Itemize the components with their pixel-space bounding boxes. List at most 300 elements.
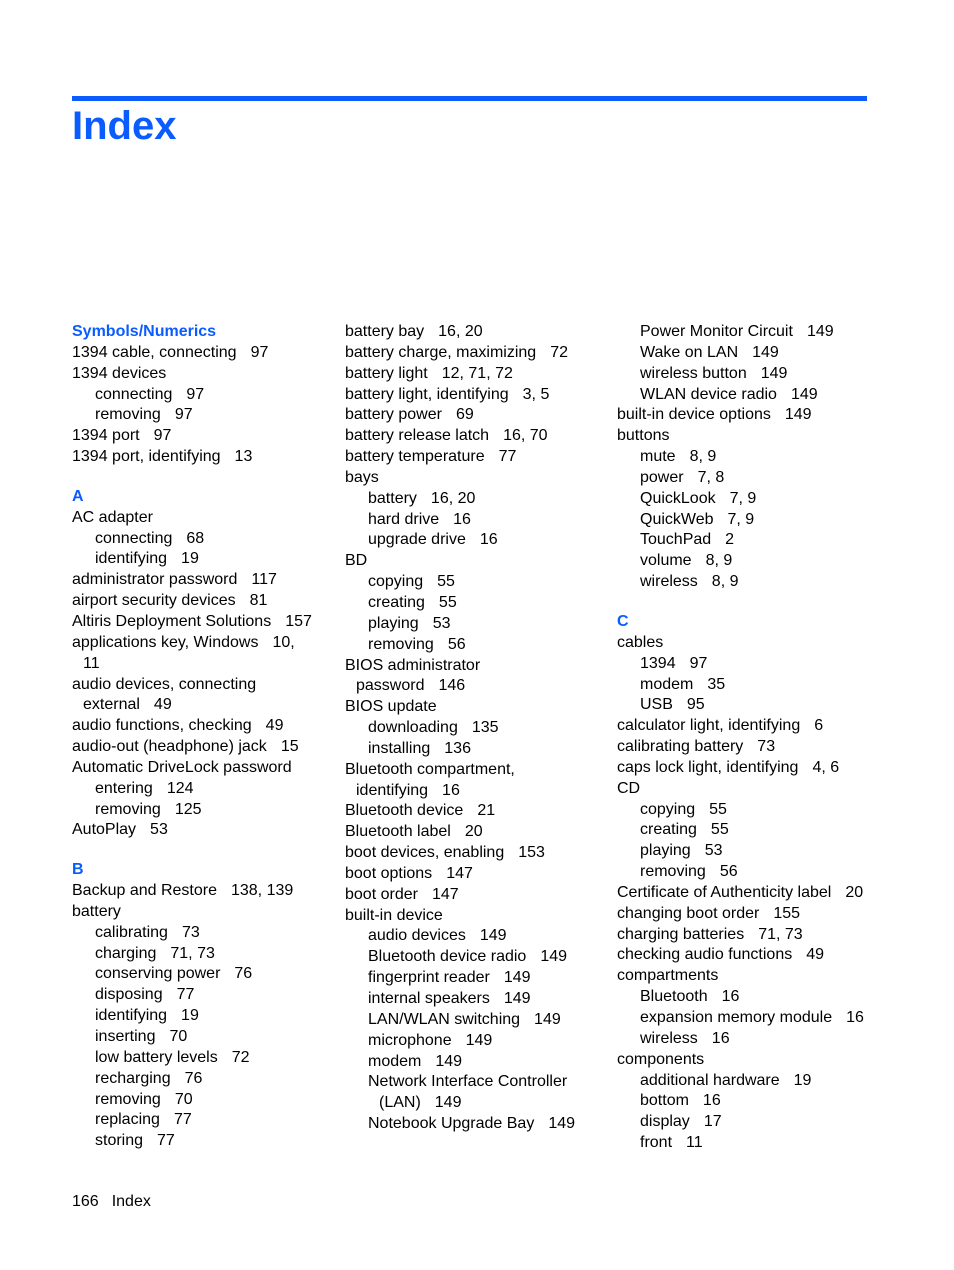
index-subentry [617, 447, 879, 468]
index-term: creating [640, 821, 697, 839]
index-term: Bluetooth [640, 988, 708, 1006]
index-term: changing boot order [617, 904, 760, 922]
index-pages: 10, [272, 633, 295, 651]
index-term: calibrating [95, 923, 168, 941]
index-term: Wake on LAN [640, 343, 739, 361]
index-pages: 21 [477, 802, 496, 820]
index-subentry [345, 739, 607, 760]
index-term: AC adapter [72, 508, 153, 526]
index-term: boot options [345, 864, 433, 882]
index-pages: 55 [437, 573, 455, 591]
index-entry [345, 843, 607, 864]
index-entry [617, 633, 879, 654]
index-entry [617, 925, 879, 946]
index-term: battery bay [345, 323, 425, 340]
page-title: Index [72, 104, 177, 148]
index-term: boot devices, enabling [345, 844, 505, 862]
index-term: removing [95, 406, 161, 424]
index-term: downloading [368, 719, 458, 737]
index-term: conserving power [95, 965, 221, 983]
index-pages: 81 [249, 592, 268, 610]
index-pages: 76 [184, 1069, 203, 1087]
index-pages: 157 [285, 612, 312, 630]
index-pages: 70 [174, 1090, 193, 1108]
index-subentry [617, 489, 879, 510]
index-term: wireless [640, 573, 698, 591]
index-entry [345, 322, 607, 343]
index-subentry [345, 635, 607, 656]
index-entry [345, 822, 607, 843]
index-pages: 72 [550, 343, 568, 361]
index-entry [72, 508, 334, 529]
index-subentry [72, 405, 334, 426]
index-term: battery light, identifying [345, 385, 509, 403]
index-subentry [617, 841, 879, 862]
index-term: installing [368, 739, 431, 757]
index-term: 1394 port [72, 427, 140, 445]
index-term: battery [72, 902, 121, 920]
index-entry [345, 343, 607, 364]
index-subentry [617, 1071, 879, 1092]
index-pages: 8, 9 [705, 552, 733, 570]
index-entry [617, 405, 879, 426]
index-subentry [617, 530, 879, 551]
index-pages: 53 [432, 614, 451, 632]
index-pages: 97 [153, 427, 172, 445]
index-entry [617, 716, 879, 737]
index-term: BIOS update [345, 698, 437, 716]
index-term: modem [368, 1052, 422, 1070]
index-pages: 15 [280, 738, 299, 756]
index-subentry [345, 489, 607, 510]
index-subentry [617, 695, 879, 716]
index-pages: 149 [790, 385, 818, 403]
index-term: entering [95, 779, 153, 797]
index-term: front [640, 1134, 673, 1152]
index-term: recharging [95, 1069, 171, 1087]
index-entry [72, 570, 334, 591]
index-pages: 20 [845, 883, 864, 901]
index-subentry [617, 1133, 879, 1154]
index-entry [345, 885, 607, 906]
index-subentry [72, 923, 334, 944]
index-subentry [72, 800, 334, 821]
index-subentry [72, 985, 334, 1006]
index-pages: 8, 9 [711, 573, 739, 591]
index-term: audio-out (headphone) jack [72, 738, 267, 756]
index-term: charging batteries [617, 925, 745, 943]
index-column-3 [617, 322, 879, 1154]
index-term: BIOS administrator [345, 656, 481, 674]
index-pages: 149 [503, 969, 531, 987]
index-pages: 16, 20 [438, 323, 483, 340]
index-term: WLAN device radio [640, 385, 777, 403]
index-entry [72, 654, 334, 675]
index-entry [72, 737, 334, 758]
index-pages: 149 [465, 1031, 493, 1049]
index-entry [72, 758, 334, 779]
index-subentry [345, 968, 607, 989]
index-term: identifying [356, 781, 429, 799]
index-pages: 97 [689, 654, 708, 672]
index-term: password [356, 677, 425, 695]
index-pages: 72 [231, 1048, 250, 1066]
index-term: battery release latch [345, 427, 490, 445]
index-pages: 49 [153, 696, 172, 714]
index-pages: 97 [186, 385, 205, 403]
index-term: playing [368, 614, 419, 632]
index-term: wireless [640, 1029, 698, 1047]
index-pages: 55 [438, 593, 457, 611]
index-entry [345, 801, 607, 822]
index-subentry [72, 944, 334, 965]
index-pages: 16 [453, 510, 471, 528]
footer-page-number: 166 [72, 1193, 99, 1210]
index-entry [345, 697, 607, 718]
index-entry [617, 737, 879, 758]
index-pages: 16 [442, 781, 460, 799]
index-pages: 73 [181, 923, 200, 941]
index-term: replacing [95, 1111, 160, 1129]
index-entry [72, 881, 334, 902]
index-subentry [72, 1006, 334, 1027]
index-term: identifying [95, 1007, 168, 1025]
index-pages: 77 [498, 448, 517, 466]
index-term: QuickWeb [640, 510, 714, 528]
index-subentry [72, 549, 334, 570]
index-subentry [617, 675, 879, 696]
index-pages: 53 [150, 821, 168, 839]
index-term: checking audio functions [617, 946, 793, 964]
index-entry [72, 716, 334, 737]
index-term: cables [617, 633, 664, 651]
index-pages: 149 [548, 1115, 576, 1133]
index-term: modem [640, 675, 694, 693]
index-term: CD [617, 779, 641, 797]
index-entry [617, 883, 879, 904]
index-pages: 4, 6 [812, 758, 840, 776]
index-term: charging [95, 944, 157, 962]
index-term: additional hardware [640, 1071, 780, 1089]
index-subentry [345, 510, 607, 531]
index-pages: 77 [173, 1111, 192, 1129]
index-term: connecting [95, 385, 173, 403]
index-term: battery [368, 489, 417, 507]
index-term: display [640, 1113, 690, 1131]
index-entry [72, 820, 334, 841]
index-term: 1394 [640, 654, 676, 672]
index-pages: 147 [446, 864, 473, 882]
index-entry [345, 426, 607, 447]
index-term: low battery levels [95, 1048, 218, 1066]
index-subentry [345, 572, 607, 593]
index-subentry [345, 1031, 607, 1052]
index-pages: 19 [181, 550, 199, 568]
index-pages: 149 [760, 364, 788, 382]
index-pages: 11 [83, 654, 100, 672]
index-subentry [72, 779, 334, 800]
index-subentry [617, 385, 879, 406]
index-pages: 149 [806, 323, 834, 340]
section-gap [617, 593, 879, 612]
index-pages: 6 [814, 717, 824, 735]
index-term: upgrade drive [368, 531, 466, 549]
index-pages: 71, 73 [758, 925, 803, 943]
index-entry [72, 591, 334, 612]
index-subentry [617, 1029, 879, 1050]
index-pages: 149 [540, 948, 568, 966]
index-subentry [72, 964, 334, 985]
index-subentry [345, 1072, 607, 1093]
index-term: battery charge, maximizing [345, 343, 537, 361]
index-term: storing [95, 1132, 144, 1150]
index-subentry [617, 1112, 879, 1133]
index-pages: 97 [174, 406, 193, 424]
index-pages: 149 [534, 1010, 561, 1028]
section-gap [72, 468, 334, 487]
index-pages: 7, 8 [697, 468, 725, 486]
index-pages: 13 [234, 448, 253, 466]
index-pages: 8, 9 [689, 448, 717, 466]
index-entry [345, 447, 607, 468]
index-pages: 146 [438, 677, 466, 695]
index-pages: 68 [186, 529, 205, 547]
index-term: audio devices, connecting [72, 675, 257, 693]
index-pages: 149 [435, 1052, 463, 1070]
index-term: Altiris Deployment Solutions [72, 612, 272, 630]
index-entry [345, 468, 607, 489]
index-term: hard drive [368, 510, 440, 528]
index-pages: 153 [518, 844, 545, 862]
index-entry [345, 676, 607, 697]
index-entry [72, 612, 334, 633]
index-pages: 149 [503, 990, 531, 1007]
index-term: removing [640, 863, 706, 881]
index-term: administrator password [72, 571, 238, 589]
index-subentry [72, 1090, 334, 1111]
index-pages: 16, 20 [430, 489, 476, 507]
index-pages: 95 [686, 696, 705, 714]
index-column-2 [345, 322, 607, 1135]
index-pages: 19 [181, 1007, 199, 1025]
index-pages: 53 [704, 842, 723, 860]
index-pages: 16, 70 [503, 427, 548, 445]
index-term: power [640, 468, 684, 486]
index-pages: 56 [447, 635, 466, 653]
index-term: bays [345, 468, 379, 486]
index-term: mute [640, 448, 676, 466]
index-subentry [617, 364, 879, 385]
index-entry [345, 551, 607, 572]
index-subentry [72, 529, 334, 550]
index-subentry [345, 530, 607, 551]
index-term: copying [640, 800, 696, 818]
index-pages: 149 [434, 1094, 462, 1112]
index-subentry [345, 989, 607, 1010]
index-term: AutoPlay [72, 821, 137, 839]
index-pages: 71, 73 [170, 944, 215, 962]
index-pages: 49 [265, 717, 284, 735]
index-term: BD [345, 552, 368, 570]
index-term: TouchPad [640, 531, 712, 549]
index-pages: 135 [471, 719, 499, 737]
index-term: audio devices [368, 927, 466, 945]
index-pages: 2 [725, 531, 735, 549]
section-heading: C [617, 612, 629, 630]
index-entry [617, 904, 879, 925]
index-term: built-in device [345, 906, 443, 924]
index-entry [345, 864, 607, 885]
index-term: creating [368, 593, 425, 611]
index-subentry [72, 1069, 334, 1090]
index-pages: 76 [234, 965, 253, 983]
index-entry [345, 385, 607, 406]
index-term: 1394 port, identifying [72, 448, 221, 466]
index-term: compartments [617, 967, 719, 985]
index-entry [345, 906, 607, 927]
index-subentry [72, 1027, 334, 1048]
index-entry [617, 1050, 879, 1071]
index-entry [617, 758, 879, 779]
index-pages: 7, 9 [727, 510, 755, 528]
index-entry [72, 426, 334, 447]
index-subentry [345, 947, 607, 968]
index-term: battery light [345, 364, 428, 382]
index-entry [345, 781, 607, 802]
index-term: Backup and Restore [72, 882, 217, 900]
index-subentry [617, 468, 879, 489]
index-pages: 16 [721, 988, 740, 1006]
index-term: external [83, 696, 140, 714]
index-term: Certificate of Authenticity label [617, 883, 832, 901]
index-term: internal speakers [368, 990, 490, 1007]
section-heading: Symbols/Numerics [72, 323, 217, 340]
index-subentry [617, 572, 879, 593]
index-term: removing [95, 1090, 161, 1108]
index-entry [72, 364, 334, 385]
index-subentry [72, 1131, 334, 1152]
index-term: battery temperature [345, 448, 485, 466]
index-term: USB [640, 696, 673, 714]
index-pages: 16 [479, 531, 498, 549]
index-pages: 49 [806, 946, 825, 964]
index-subentry [72, 1110, 334, 1131]
index-term: audio functions, checking [72, 717, 252, 735]
index-pages: 20 [464, 823, 483, 841]
index-subentry [72, 385, 334, 406]
index-pages: 155 [773, 904, 801, 922]
index-pages: 16 [846, 1009, 864, 1026]
index-pages: 138, 139 [230, 882, 294, 900]
index-entry [345, 760, 607, 781]
index-pages: 55 [710, 821, 729, 839]
index-subentry [345, 718, 607, 739]
section-heading: A [72, 487, 84, 505]
index-subentry [617, 551, 879, 572]
index-pages: 17 [703, 1113, 722, 1131]
index-subentry [617, 800, 879, 821]
index-term: (LAN) [379, 1094, 421, 1112]
index-term: Bluetooth label [345, 823, 451, 841]
index-pages: 149 [752, 343, 779, 361]
index-entry [72, 343, 334, 364]
index-subentry [617, 343, 879, 364]
index-entry [72, 447, 334, 468]
index-subentry [617, 654, 879, 675]
index-pages: 147 [431, 885, 459, 903]
index-pages: 12, 71, 72 [441, 364, 513, 382]
index-subentry [345, 1052, 607, 1073]
index-term: expansion memory module [640, 1009, 833, 1026]
index-entry [617, 945, 879, 966]
index-pages: 3, 5 [522, 385, 550, 403]
index-entry [72, 675, 334, 696]
index-term: components [617, 1050, 705, 1068]
index-term: disposing [95, 986, 163, 1004]
index-entry [345, 656, 607, 677]
index-pages: 70 [169, 1028, 188, 1045]
section-heading: B [72, 861, 84, 879]
index-entry [345, 364, 607, 385]
index-subentry [617, 1008, 879, 1029]
index-term: Automatic DriveLock password [72, 758, 292, 776]
index-term: 1394 devices [72, 364, 167, 382]
index-entry [72, 633, 334, 654]
index-subentry [617, 322, 879, 343]
index-term: buttons [617, 427, 670, 445]
index-term: built-in device options [617, 406, 771, 424]
index-pages: 16 [711, 1029, 730, 1047]
index-term: caps lock light, identifying [617, 758, 799, 776]
index-term: Bluetooth device [345, 802, 464, 820]
index-subentry [345, 614, 607, 635]
index-column-1 [72, 322, 334, 1152]
index-term: removing [368, 635, 434, 653]
index-subentry [345, 1114, 607, 1135]
index-term: airport security devices [72, 592, 236, 610]
index-pages: 77 [157, 1132, 175, 1150]
index-term: identifying [95, 550, 168, 568]
index-pages: 16 [702, 1092, 721, 1110]
index-subentry [345, 1010, 607, 1031]
index-term: Bluetooth compartment, [345, 760, 515, 778]
index-term: Power Monitor Circuit [640, 323, 793, 340]
index-pages: 69 [455, 406, 474, 424]
index-subentry [617, 820, 879, 841]
index-pages: 11 [686, 1134, 703, 1152]
index-term: boot order [345, 885, 418, 903]
index-term: copying [368, 573, 424, 591]
index-subentry [345, 1093, 607, 1114]
index-term: removing [95, 800, 161, 818]
index-pages: 124 [166, 779, 194, 797]
index-subentry [617, 1091, 879, 1112]
index-term: LAN/WLAN switching [368, 1010, 521, 1028]
index-pages: 117 [251, 571, 277, 589]
index-entry [617, 779, 879, 800]
index-term: bottom [640, 1092, 689, 1110]
index-term: Bluetooth device radio [368, 948, 527, 966]
index-term: Notebook Upgrade Bay [368, 1115, 535, 1133]
index-entry [345, 405, 607, 426]
index-term: connecting [95, 529, 173, 547]
index-pages: 35 [707, 675, 726, 693]
index-term: Network Interface Controller [368, 1073, 568, 1091]
index-term: fingerprint reader [368, 969, 490, 987]
index-entry [72, 902, 334, 923]
index-pages: 97 [250, 343, 269, 361]
footer-label: Index [111, 1193, 151, 1210]
